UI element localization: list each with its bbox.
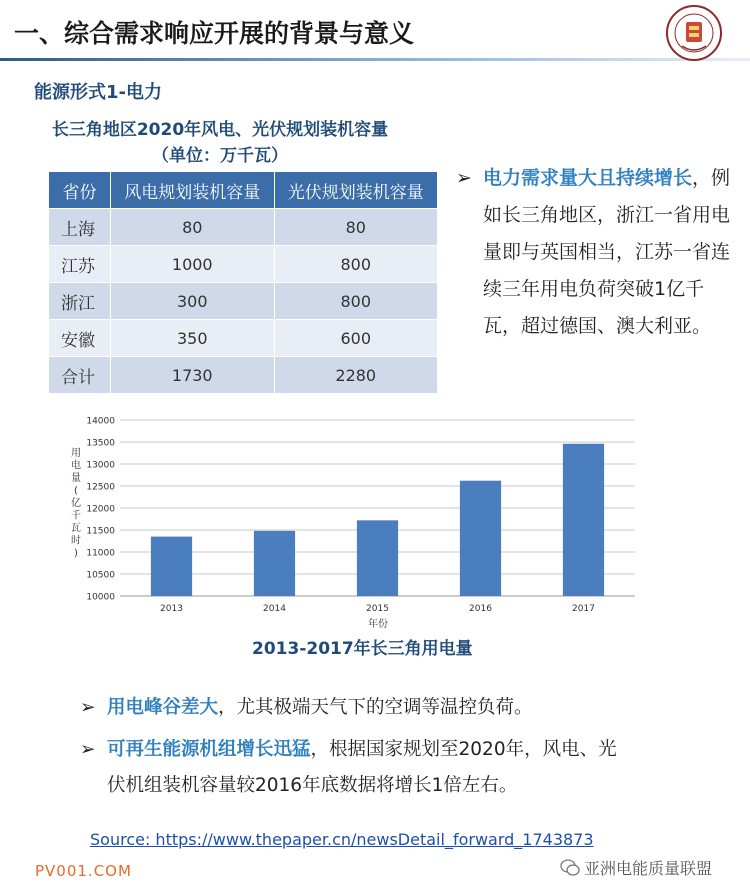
bullet-renewable-growth xyxy=(80,732,730,804)
column-header-solar: 光伏规划装机容量 xyxy=(274,172,438,209)
source-link[interactable]: Source: https://www.thepaper.cn/newsDetail_forward_1743873 xyxy=(90,830,594,849)
column-header-province: 省份 xyxy=(49,172,111,209)
capacity-table xyxy=(48,171,438,394)
bullet-body: ，尤其极端天气下的空调等温控负荷。 xyxy=(218,697,533,718)
bullet-line-1 xyxy=(107,732,730,768)
bullet-line-2: 伏机组装机容量较2016年底数据将增长1倍左右。 xyxy=(107,775,518,796)
bullet-text xyxy=(80,732,730,804)
y-tick-label: 10500 xyxy=(86,570,115,581)
bar-2015 xyxy=(357,520,398,596)
y-tick-label: 14000 xyxy=(86,416,115,427)
bullet-text xyxy=(456,160,736,345)
watermark-left: PV001.COM xyxy=(35,862,132,880)
bar-2014 xyxy=(254,531,295,596)
bullet-highlight: 可再生能源机组增长迅猛 xyxy=(107,739,311,760)
x-tick-label: 2017 xyxy=(572,604,595,614)
solar-cell: 600 xyxy=(274,320,438,357)
table-row xyxy=(49,246,438,283)
table-row-total xyxy=(49,357,438,394)
x-tick-label: 2014 xyxy=(263,604,286,614)
watermark-right xyxy=(560,856,712,879)
title-rule xyxy=(0,58,750,61)
table-header-row xyxy=(49,172,438,209)
chart-title: 2013-2017年长三角用电量 xyxy=(252,639,473,659)
chart-x-ticks xyxy=(160,604,595,614)
province-cell: 上海 xyxy=(49,209,111,246)
bullet-highlight: 电力需求量大且持续增长 xyxy=(483,167,693,189)
wind-cell: 350 xyxy=(111,320,275,357)
x-tick-label: 2013 xyxy=(160,604,183,614)
table-title-line2: （单位：万千瓦） xyxy=(152,146,288,166)
province-cell: 安徽 xyxy=(49,320,111,357)
bar-2013 xyxy=(151,537,192,596)
y-tick-label: 11000 xyxy=(86,548,115,559)
province-cell: 浙江 xyxy=(49,283,111,320)
y-tick-label: 12500 xyxy=(86,482,115,493)
chart-y-ticks xyxy=(86,417,115,603)
bar-2016 xyxy=(460,481,501,596)
solar-cell: 2280 xyxy=(274,357,438,394)
y-tick-label: 13000 xyxy=(86,460,115,471)
bullet-body: ，例如长三角地区，浙江一省用电量即与英国相当，江苏一省连续三年用电负荷突破1亿千瓦，超过德国、澳大利亚。 xyxy=(483,167,731,337)
bullet-text xyxy=(80,690,730,726)
table-title xyxy=(38,117,402,169)
arrow-bullet-icon: ➢ xyxy=(80,697,96,718)
wind-cell: 1730 xyxy=(111,357,275,394)
university-seal-logo xyxy=(664,4,724,62)
x-tick-label: 2016 xyxy=(469,604,492,614)
table-title-line1: 长三角地区2020年风电、光伏规划装机容量 xyxy=(51,120,389,140)
electricity-usage-chart xyxy=(60,408,640,630)
bullet-body: ，根据国家规划至2020年，风电、光 xyxy=(310,739,617,760)
x-tick-label: 2015 xyxy=(366,604,389,614)
wechat-icon xyxy=(560,859,580,877)
table-row xyxy=(49,320,438,357)
bullet-peak-valley xyxy=(80,690,730,726)
y-tick-label: 13500 xyxy=(86,438,115,449)
section-subheading: 能源形式1-电力 xyxy=(34,82,162,103)
wind-cell: 80 xyxy=(111,209,275,246)
bullet-demand-growth xyxy=(456,160,736,345)
chart-y-axis-label: 用电量(亿千瓦时) xyxy=(71,448,81,559)
province-cell: 江苏 xyxy=(49,246,111,283)
wind-cell: 1000 xyxy=(111,246,275,283)
solar-cell: 800 xyxy=(274,246,438,283)
column-header-wind: 风电规划装机容量 xyxy=(111,172,275,209)
table-row xyxy=(49,209,438,246)
y-tick-label: 12000 xyxy=(86,504,115,515)
province-cell: 合计 xyxy=(49,357,111,394)
chart-x-axis-label: 年份 xyxy=(368,619,388,630)
chart-bars xyxy=(151,444,604,596)
page-title: 一、综合需求响应开展的背景与意义 xyxy=(14,19,415,48)
y-tick-label: 10000 xyxy=(86,592,115,603)
watermark-right-text: 亚洲电能质量联盟 xyxy=(584,859,713,878)
solar-cell: 80 xyxy=(274,209,438,246)
solar-cell: 800 xyxy=(274,283,438,320)
arrow-bullet-icon: ➢ xyxy=(456,167,472,189)
wind-cell: 300 xyxy=(111,283,275,320)
table-row xyxy=(49,283,438,320)
bar-2017 xyxy=(563,444,604,596)
bullet-highlight: 用电峰谷差大 xyxy=(107,697,219,718)
y-tick-label: 11500 xyxy=(86,526,115,537)
arrow-bullet-icon: ➢ xyxy=(80,739,96,760)
